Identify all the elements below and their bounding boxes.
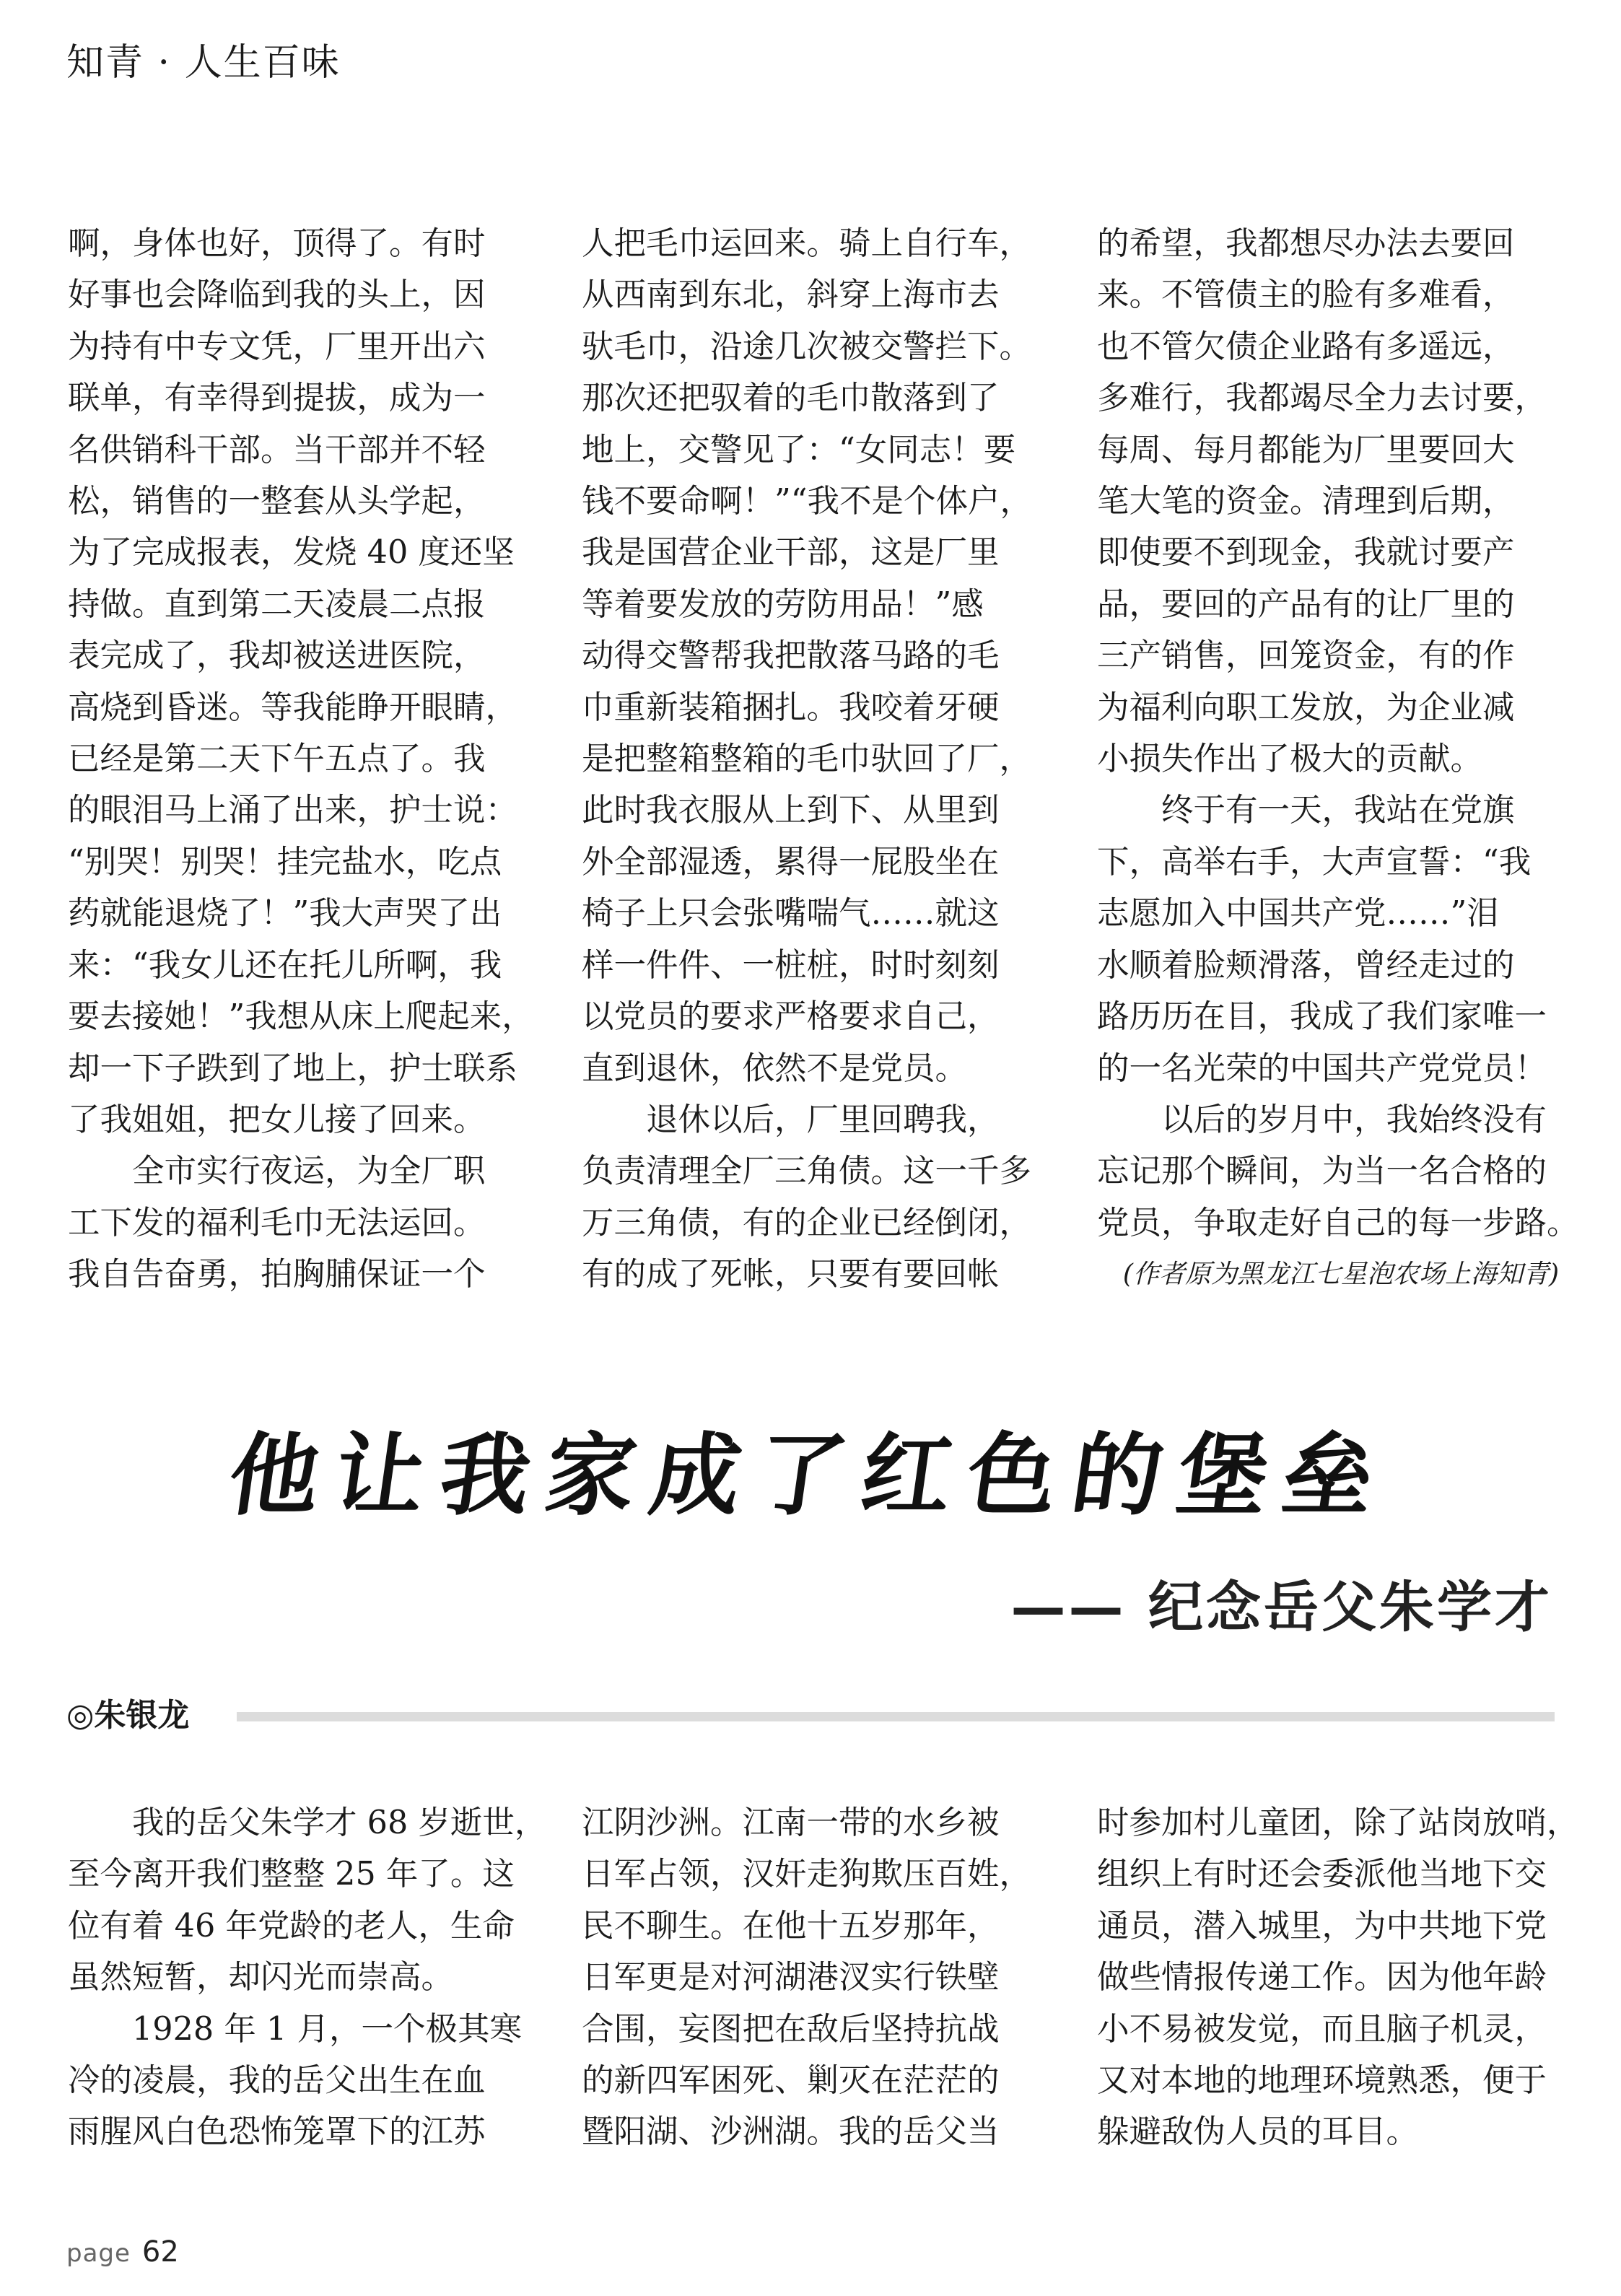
text-line: 是把整箱整箱的毛巾驮回了厂， — [582, 741, 1032, 778]
text-line: 钱不要命啊！”“我不是个体户， — [582, 483, 1033, 520]
text-line: 联单，有幸得到提拔，成为一 — [68, 380, 486, 417]
text-line: 椅子上只会张嘴喘气……就这 — [582, 895, 1000, 933]
text-line: 负责清理全厂三角债。这一千多 — [582, 1153, 1032, 1190]
text-line: 驮毛巾，沿途几次被交警拦下。 — [582, 328, 1032, 365]
text-line: 即使要不到现金，我就讨要产 — [1097, 534, 1515, 572]
page-label: page — [66, 2239, 131, 2268]
text-line: 1928 年 1 月，一个极其寒 — [68, 2010, 522, 2048]
text-line: 我自告奋勇，拍胸脯保证一个 — [68, 1256, 486, 1293]
text-line: 做些情报传递工作。因为他年龄 — [1097, 1959, 1547, 1996]
text-line: 至今离开我们整整 25 年了。这 — [68, 1856, 515, 1893]
text-line: 位有着 46 年党龄的老人，生命 — [68, 1907, 515, 1944]
page-number: 62 — [141, 2235, 179, 2269]
text-line: 高烧到昏迷。等我能睁开眼睛， — [68, 689, 518, 726]
text-line: 来：“我女儿还在托儿所啊，我 — [68, 946, 502, 984]
text-line: 已经是第二天下午五点了。我 — [68, 741, 486, 778]
text-line: 直到退休，依然不是党员。 — [582, 1049, 968, 1087]
text-line: 江阴沙洲。江南一带的水乡被 — [582, 1804, 1000, 1841]
text-line: 暨阳湖、沙洲湖。我的岳父当 — [582, 2113, 1000, 2151]
article-column-3 — [1097, 1797, 1579, 2158]
prev-article-column-3 — [1097, 218, 1579, 1300]
text-line: 以党员的要求严格要求自己， — [582, 998, 1000, 1036]
prev-article-column-1 — [68, 218, 534, 1301]
author-note: (作者原为黑龙江七星泡农场上海知青) — [1122, 1260, 1559, 1290]
text-line: 通员，潜入城里，为中共地下党 — [1097, 1907, 1547, 1944]
text-line: 组织上有时还会委派他当地下交 — [1097, 1856, 1547, 1893]
text-line: 党员，争取走好自己的每一步路。 — [1097, 1204, 1579, 1241]
text-line: 路历历在目，我成了我们家唯一 — [1097, 998, 1547, 1036]
text-line: 笔大笔的资金。清理到后期， — [1097, 483, 1515, 520]
text-line: 合围，妄图把在敌后坚持抗战 — [582, 2010, 1000, 2048]
text-line: 日军占领，汉奸走狗欺压百姓， — [582, 1856, 1032, 1893]
text-line: 工下发的福利毛巾无法运回。 — [68, 1204, 486, 1241]
text-line: 却一下子跌到了地上，护士联系 — [68, 1049, 518, 1087]
text-line: 虽然短暂，却闪光而崇高。 — [68, 1959, 454, 1996]
text-line: 等着要发放的劳防用品！”感 — [582, 585, 984, 623]
text-line: 万三角债，有的企业已经倒闭， — [582, 1204, 1032, 1241]
article-column-2 — [582, 1797, 1044, 2158]
text-line: 民不聊生。在他十五岁那年， — [582, 1907, 1000, 1944]
text-line: 为持有中专文凭，厂里开出六 — [68, 328, 486, 365]
text-line: 以后的岁月中，我始终没有 — [1097, 1101, 1547, 1138]
text-line: 地上，交警见了：“女同志！要 — [582, 431, 1016, 468]
text-line: 的一名光荣的中国共产党党员！ — [1097, 1049, 1547, 1087]
text-line: 人把毛巾运回来。骑上自行车， — [582, 225, 1032, 262]
text-line: 水顺着脸颊滑落，曾经走过的 — [1097, 946, 1515, 984]
text-line: 全市实行夜运，为全厂职 — [68, 1153, 486, 1190]
text-line: 品，要回的产品有的让厂里的 — [1097, 585, 1515, 623]
prev-article-column-2 — [582, 218, 1044, 1301]
text-line: 终于有一天，我站在党旗 — [1097, 792, 1515, 829]
article-column-1 — [68, 1797, 547, 2158]
text-line: 又对本地的地理环境熟悉，便于 — [1097, 2062, 1547, 2100]
text-line: 雨腥风白色恐怖笼罩下的江苏 — [68, 2113, 486, 2151]
text-line: 时参加村儿童团，除了站岗放哨， — [1097, 1804, 1579, 1841]
text-line: 多难行，我都竭尽全力去讨要， — [1097, 380, 1547, 417]
text-line: 每周、每月都能为厂里要回大 — [1097, 431, 1515, 468]
text-line: 好事也会降临到我的头上，因 — [68, 276, 486, 314]
text-line: 下，高举右手，大声宣誓：“我 — [1097, 843, 1532, 881]
text-line: 要去接她！”我想从床上爬起来， — [68, 998, 534, 1036]
text-line: 躲避敌伪人员的耳目。 — [1097, 2113, 1419, 2151]
text-line: 来。不管债主的脸有多难看， — [1097, 276, 1515, 314]
page-footer — [66, 2235, 179, 2269]
text-line: 啊，身体也好，顶得了。有时 — [68, 225, 486, 262]
text-line: 的希望，我都想尽办法去要回 — [1097, 225, 1515, 262]
text-line: 我的岳父朱学才 68 岁逝世， — [68, 1804, 547, 1841]
text-line: 我是国营企业干部，这是厂里 — [582, 534, 1000, 572]
text-line: 退休以后，厂里回聘我， — [582, 1101, 1000, 1138]
text-line: “别哭！别哭！挂完盐水，吃点 — [68, 843, 502, 881]
text-line: 持做。直到第二天凌晨二点报 — [68, 585, 486, 623]
text-line: 的眼泪马上涌了出来，护士说： — [68, 792, 518, 829]
text-line: 名供销科干部。当干部并不轻 — [68, 431, 486, 468]
text-line: 了我姐姐，把女儿接了回来。 — [68, 1101, 486, 1138]
article-subtitle: —— 纪念岳父朱学才 — [1010, 1575, 1552, 1639]
text-line: 样一件件、一桩桩，时时刻刻 — [582, 946, 1000, 984]
article-title: 他让我家成了红色的堡垒 — [222, 1424, 1397, 1528]
text-line: 有的成了死帐，只要有要回帐 — [582, 1256, 1000, 1293]
text-line: 那次还把驭着的毛巾散落到了 — [582, 380, 1000, 417]
text-line: 此时我衣服从上到下、从里到 — [582, 792, 1000, 829]
text-line: 从西南到东北，斜穿上海市去 — [582, 276, 1000, 314]
text-line: 表完成了，我却被送进医院， — [68, 637, 486, 675]
text-line: 的新四军困死、剿灭在茫茫的 — [582, 2062, 1000, 2100]
text-line: 小不易被发觉，而且脑子机灵， — [1097, 2010, 1547, 2048]
text-line: 冷的凌晨，我的岳父出生在血 — [68, 2062, 486, 2100]
text-line: 巾重新装箱捆扎。我咬着牙硬 — [582, 689, 1000, 726]
text-line: 三产销售，回笼资金，有的作 — [1097, 637, 1515, 675]
text-line: 为福利向职工发放，为企业减 — [1097, 689, 1515, 726]
byline-divider — [237, 1712, 1555, 1721]
section-header: 知青 · 人生百味 — [66, 41, 341, 84]
text-line: 松，销售的一整套从头学起， — [68, 483, 486, 520]
text-line: 药就能退烧了！”我大声哭了出 — [68, 895, 502, 933]
text-line: 小损失作出了极大的贡献。 — [1097, 741, 1483, 778]
text-line: 也不管欠债企业路有多遥远， — [1097, 328, 1515, 365]
text-line: 忘记那个瞬间，为当一名合格的 — [1097, 1153, 1547, 1190]
text-line: 为了完成报表，发烧 40 度还坚 — [68, 534, 515, 572]
article-byline: ◎朱银龙 — [66, 1697, 190, 1734]
text-line: 外全部湿透，累得一屁股坐在 — [582, 843, 1000, 881]
text-line: 志愿加入中国共产党……”泪 — [1097, 895, 1499, 933]
text-line: 动得交警帮我把散落马路的毛 — [582, 637, 1000, 675]
text-line: 日军更是对河湖港汊实行铁壁 — [582, 1959, 1000, 1996]
